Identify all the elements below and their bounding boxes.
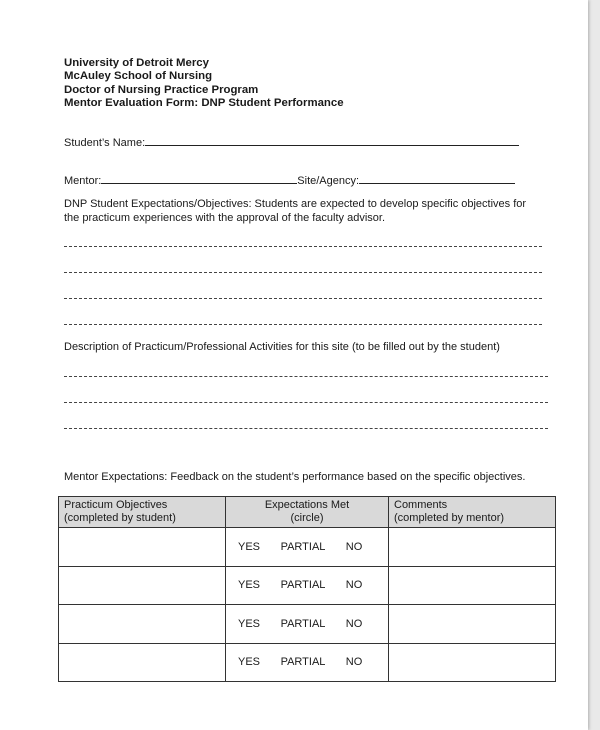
- objective-cell[interactable]: [59, 643, 226, 682]
- expectations-text: [64, 198, 526, 225]
- table-row: [59, 528, 556, 567]
- mentor-label: Mentor:: [64, 175, 102, 187]
- comments-cell[interactable]: [389, 528, 556, 567]
- expectations-line-2: the practicum experiences with the approval of the faculty advisor.: [64, 211, 386, 224]
- form-title: Mentor Evaluation Form: DNP Student Performance: [64, 96, 344, 109]
- option-yes[interactable]: YES: [237, 617, 260, 630]
- mentor-expectations-text: Mentor Expectations: Feedback on the student’s performance based on the specific objectives.: [64, 471, 526, 483]
- expectations-cell: [226, 605, 389, 644]
- site-field[interactable]: [359, 173, 515, 184]
- option-yes[interactable]: YES: [237, 540, 260, 553]
- option-yes[interactable]: YES: [237, 656, 260, 669]
- option-no[interactable]: NO: [345, 617, 363, 630]
- table-row: [59, 643, 556, 682]
- header-col3-title: Comments: [394, 499, 448, 511]
- description-text: Description of Practicum/Professional Activities for this site (to be filled out by the student): [64, 341, 500, 353]
- option-no[interactable]: NO: [345, 579, 363, 592]
- expectations-line-1: DNP Student Expectations/Objectives: Students are expected to develop specific objectives for: [64, 198, 527, 210]
- header-expectations-met: [226, 497, 389, 528]
- university-name: University of Detroit Mercy: [64, 57, 209, 69]
- objective-cell[interactable]: [59, 605, 226, 644]
- student-name-label: Student’s Name:: [64, 137, 146, 149]
- school-name: McAuley School of Nursing: [64, 70, 213, 83]
- header-practicum-objectives: [59, 497, 226, 528]
- expectations-cell: [226, 566, 389, 605]
- objectives-line-1[interactable]: [64, 246, 542, 247]
- header-col2-subtitle: (circle): [290, 512, 324, 524]
- description-line-2[interactable]: [64, 402, 548, 403]
- header-col1-title: Practicum Objectives: [64, 499, 168, 511]
- option-no[interactable]: NO: [345, 540, 363, 553]
- expectations-cell: [226, 528, 389, 567]
- objectives-line-2[interactable]: [64, 272, 542, 273]
- description-line-3[interactable]: [64, 428, 548, 429]
- option-partial[interactable]: PARTIAL: [280, 540, 326, 553]
- objectives-line-3[interactable]: [64, 298, 542, 299]
- option-partial[interactable]: PARTIAL: [280, 579, 326, 592]
- form-header: [64, 57, 344, 110]
- student-name-field[interactable]: [145, 135, 519, 146]
- option-no[interactable]: NO: [345, 656, 363, 669]
- option-yes[interactable]: YES: [237, 579, 260, 592]
- program-name: Doctor of Nursing Practice Program: [64, 83, 259, 96]
- expectations-cell: [226, 643, 389, 682]
- objective-cell[interactable]: [59, 566, 226, 605]
- objective-cell[interactable]: [59, 528, 226, 567]
- mentor-site-row: [64, 173, 515, 187]
- table-row: [59, 566, 556, 605]
- header-col3-subtitle: (completed by mentor): [394, 512, 505, 524]
- comments-cell[interactable]: [389, 643, 556, 682]
- comments-cell[interactable]: [389, 605, 556, 644]
- site-label: Site/Agency:: [297, 175, 360, 187]
- header-comments: [389, 497, 556, 528]
- header-col2-title: Expectations Met: [264, 499, 350, 511]
- evaluation-table: [58, 496, 556, 682]
- mentor-field[interactable]: [101, 173, 297, 184]
- table-header-row: [59, 497, 556, 528]
- objectives-line-4[interactable]: [64, 324, 542, 325]
- option-partial[interactable]: PARTIAL: [280, 656, 326, 669]
- table-row: [59, 605, 556, 644]
- header-col1-subtitle: (completed by student): [64, 512, 176, 524]
- comments-cell[interactable]: [389, 566, 556, 605]
- description-line-1[interactable]: [64, 376, 548, 377]
- option-partial[interactable]: PARTIAL: [280, 617, 326, 630]
- student-name-row: [64, 135, 519, 149]
